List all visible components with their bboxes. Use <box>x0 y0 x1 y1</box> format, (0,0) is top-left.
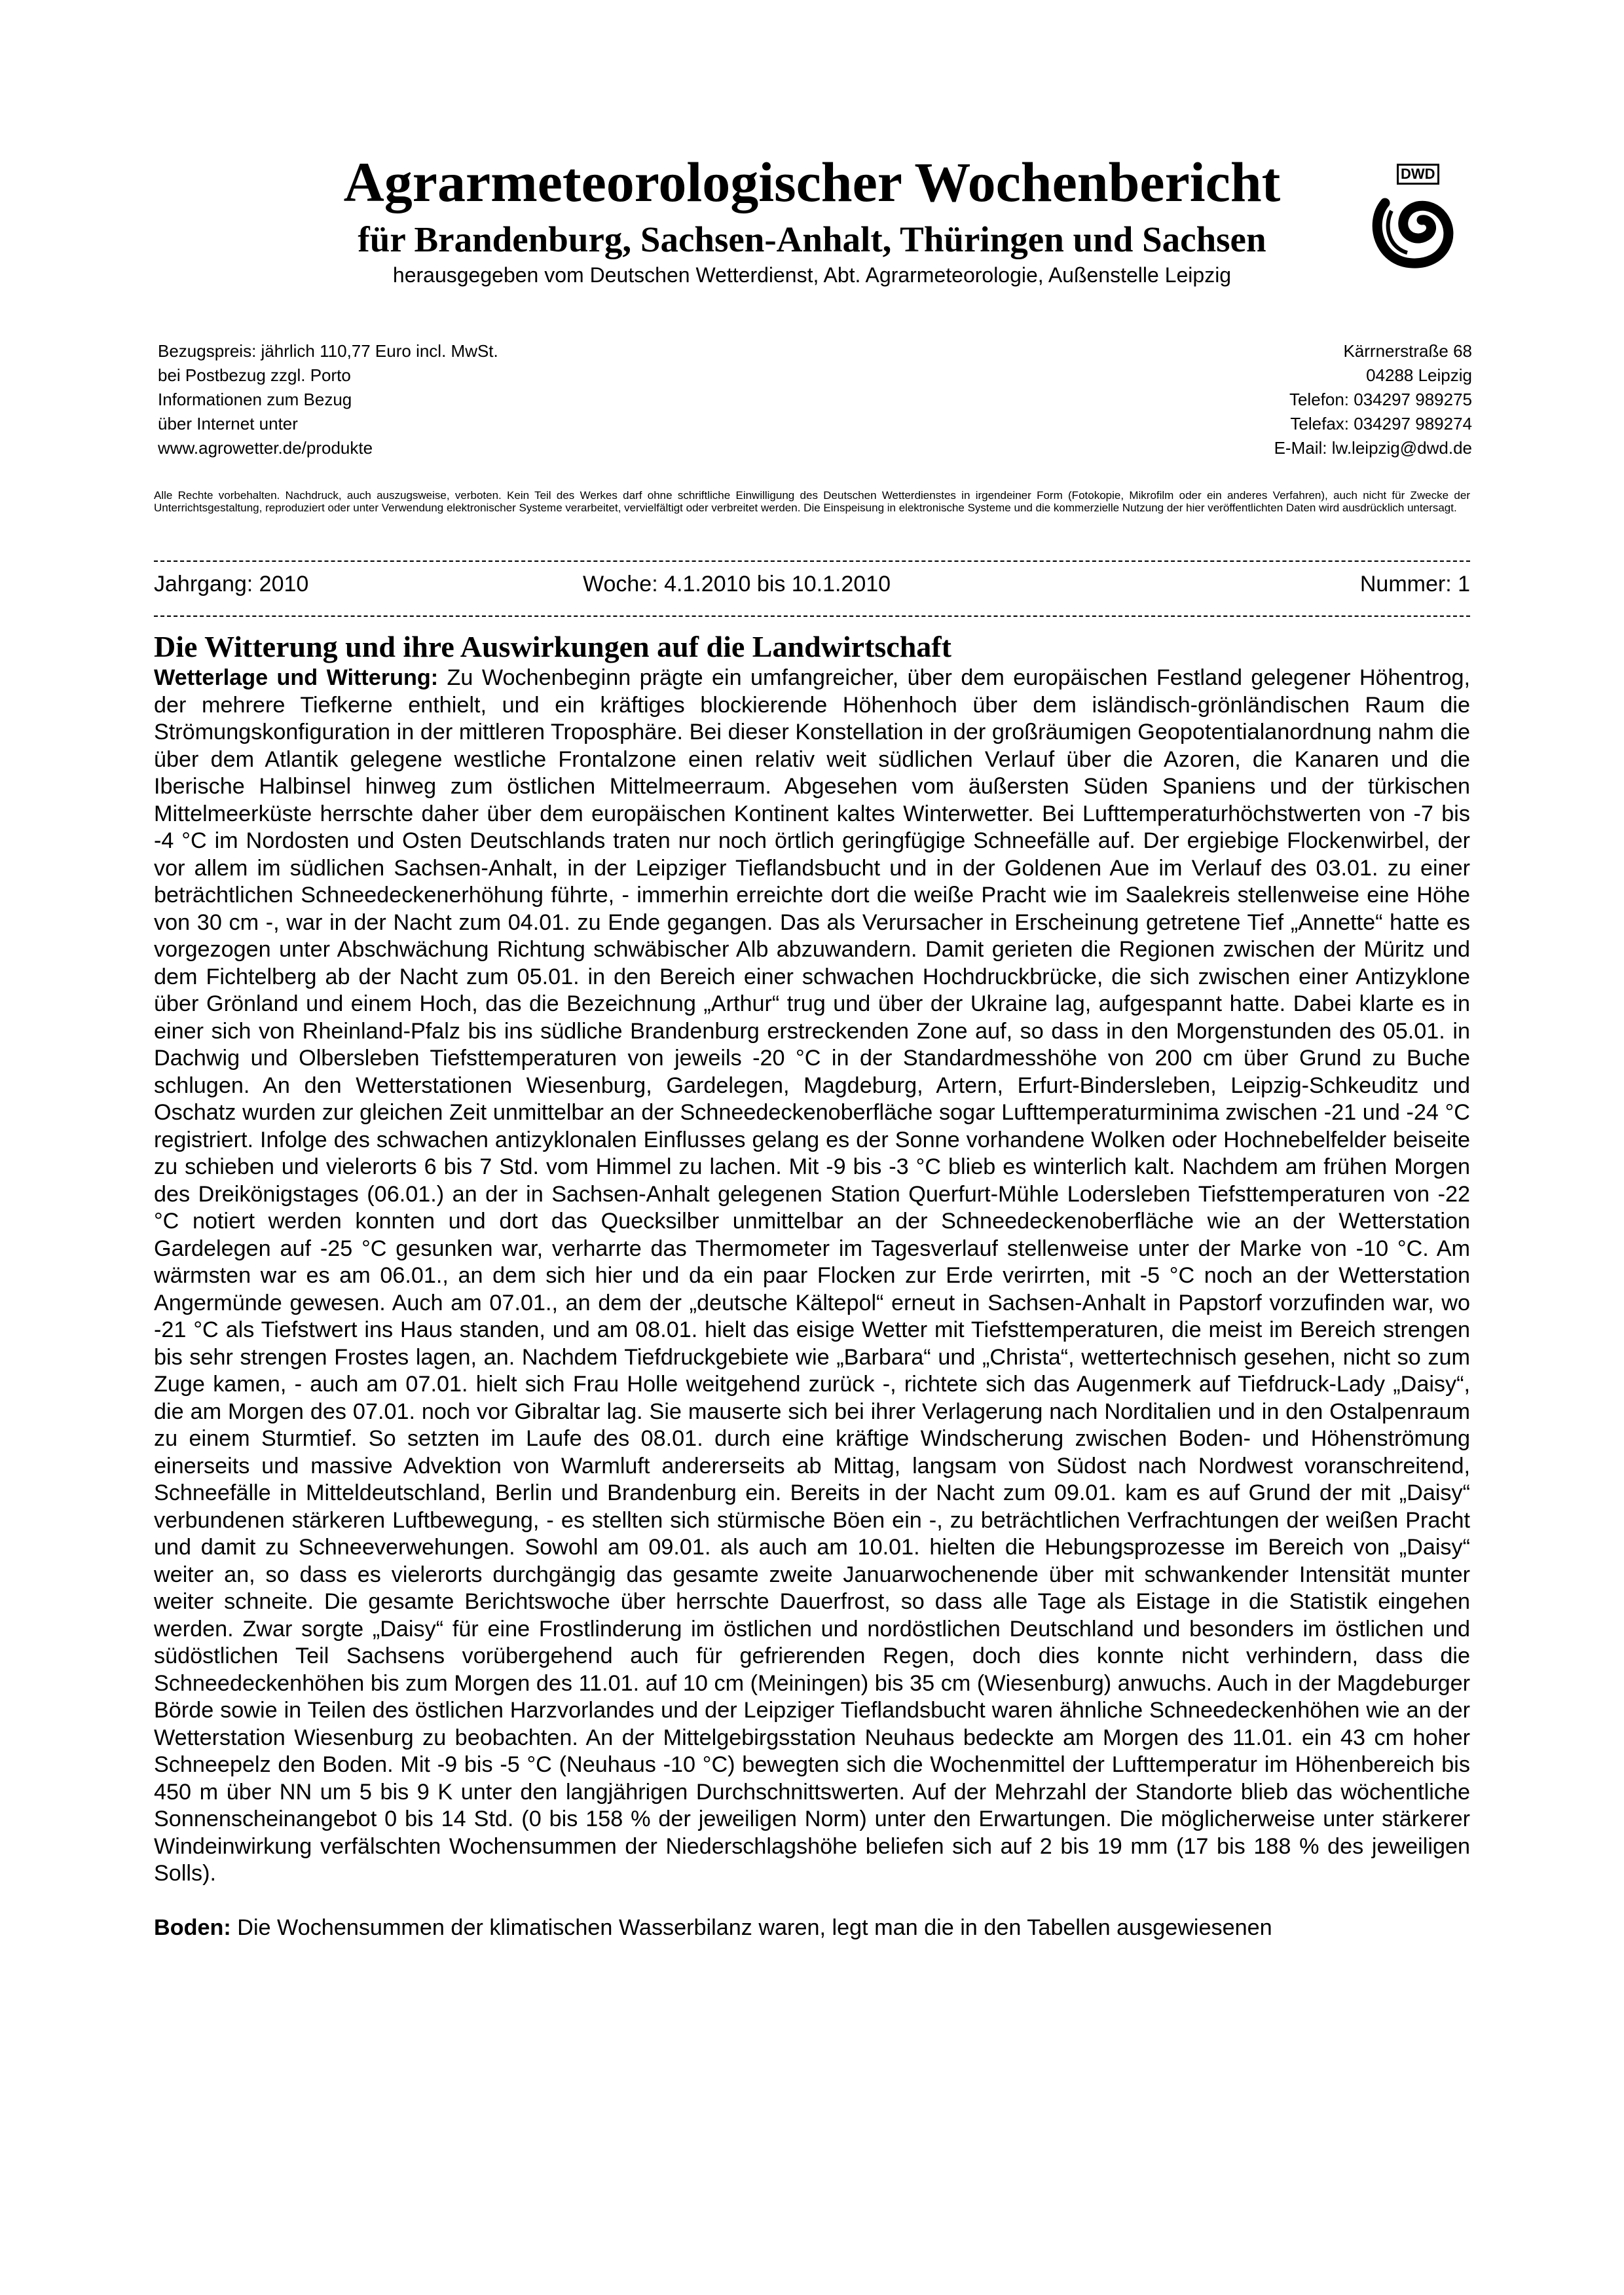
weather-label: Wetterlage und Witterung: <box>154 665 439 690</box>
section-heading: Die Witterung und ihre Auswirkungen auf die Landwirtschaft <box>154 630 951 663</box>
soil-paragraph <box>154 1915 1470 1942</box>
issue-week: Woche: 4.1.2010 bis 10.1.2010 <box>583 572 891 597</box>
contact-street: Kärrnerstraße 68 <box>1343 341 1472 361</box>
dwd-logo <box>1365 164 1460 272</box>
divider-top <box>154 560 1470 562</box>
divider-bottom <box>154 615 1470 617</box>
dwd-logo-text: DWD <box>1397 164 1439 185</box>
rights-notice: Alle Rechte vorbehalten. Nachdruck, auch auszugsweise, verboten. Kein Teil des Werkes darf ohne schriftliche Einwilligung des Deutschen Wetterdienstes in irgendeiner Form (Fotokopie, Mikrofilm oder ein anderes Verfahren), auch nicht für Zwecke der Unterrichtsgestaltung, reproduziert oder unter Verwendung elektronischer Systeme verarbeitet, vervielfältigt oder verbreitet werden. Die Einspeisung in elektronische Systeme und die kommerzielle Nutzung der hier veröffentlichten Daten wird ausdrücklich untersagt. <box>154 489 1470 514</box>
contact-phone: Telefon: 034297 989275 <box>1289 390 1472 409</box>
report-title: Agrarmeteorologischer Wochenbericht <box>343 151 1281 213</box>
subscription-internet: über Internet unter <box>158 414 298 433</box>
contact-email[interactable]: E-Mail: lw.leipzig@dwd.de <box>1274 438 1472 458</box>
publisher-line: herausgegeben vom Deutschen Wetterdienst, Abt. Agrarmeteorologie, Außenstelle Leipzig <box>392 263 1232 287</box>
weather-text: Zu Wochenbeginn prägte ein umfangreicher, über dem europäischen Festland gelegener Höhentrog, der mehrere Tiefkerne enthielt, und ein kräftiges blockierende Höhenhoch über dem isländisch-grönländischen Raum die Strömungskonfiguration in der mittleren Troposphäre. Bei dieser Konstellation in der großräumigen Geopotentialanordnung nahm die über dem Atlantik gelegene westliche Frontalzone einen relativ weit südlichen Verlauf über die Azoren, die Kanaren und die Iberische Halbinsel hinweg zum östlichen Mittelmeerraum. Abgesehen vom äußersten Süden Spaniens und der türkischen Mittelmeerküste herrschte daher über dem europäischen Kontinent kaltes Winterwetter. Bei Lufttemperaturhöchstwerten von -7 bis -4 °C im Nordosten und Osten Deutschlands traten nur noch örtlich geringfügige Schneefälle auf. Der ergiebige Flockenwirbel, der vor allem im südlichen Sachsen-Anhalt, in der Leipziger Tieflandsbucht und in der Goldenen Aue im Verlauf des 03.01. zu einer beträchtlichen Schneedeckenerhöhung führte, - immerhin erreichte dort die weiße Pracht wie im Saalekreis stellenweise eine Höhe von 30 cm -, war in der Nacht zum 04.01. zu Ende gegangen. Das als Verursacher in Erscheinung getretene Tief „Annette“ hatte es vorgezogen unter Abschwächung Richtung schwäbischer Alb abzuwandern. Damit gerieten die Regionen zwischen der Müritz und dem Fichtelberg ab der Nacht zum 05.01. in den Bereich einer schwachen Hochdruckbrücke, die sich zwischen einer Antizyklone über Grönland und einem Hoch, das die Bezeichnung „Arthur“ trug und über der Ukraine lag, aufgespannt hatte. Dabei klarte es in einer sich von Rheinland-Pfalz bis ins südliche Brandenburg erstreckenden Zone auf, so dass in den Morgenstunden des 05.01. in Dachwig und Olbersleben Tiefsttemperaturen von jeweils -20 °C in der Standardmesshöhe von 200 cm über Grund zu Buche schlugen. An den Wetterstationen Wiesenburg, Gardelegen, Magdeburg, Artern, Erfurt-Bindersleben, Leipzig-Schkeuditz und Oschatz wurden zur gleichen Zeit unmittelbar an der Schneedeckenoberfläche sogar Lufttemperaturminima zwischen -21 und -24 °C registriert. Infolge des schwachen antizyklonalen Einflusses gelang es der Sonne vorhandene Wolken oder Hochnebelfelder beiseite zu schieben und vielerorts 6 bis 7 Std. vom Himmel zu lachen. Mit -9 bis -3 °C blieb es winterlich kalt. Nachdem am frühen Morgen des Dreikönigstages (06.01.) an der in Sachsen-Anhalt gelegenen Station Querfurt-Mühle Lodersleben Tiefsttemperaturen von -22 °C notiert werden konnten und dort das Quecksilber unmittelbar an der Schneedeckenoberfläche wie an der Wetterstation Gardelegen auf -25 °C gesunken war, verharrte das Thermometer im Tagesverlauf stellenweise unter der Marke von -10 °C. Am wärmsten war es am 06.01., an dem sich hier und da ein paar Flocken zur Erde verirrten, mit -5 °C noch an der Wetterstation Angermünde gewesen. Auch am 07.01., an dem der „deutsche Kältepol“ erneut in Sachsen-Anhalt in Papstorf vorzufinden war, wo -21 °C als Tiefstwert ins Haus standen, und am 08.01. hielt das eisige Wetter mit Tiefsttemperaturen, die meist im Bereich strengen bis sehr strengen Frostes lagen, an. Nachdem Tiefdruckgebiete wie „Barbara“ und „Christa“, wettertechnisch gesehen, nicht so zum Zuge kamen, - auch am 07.01. hielt sich Frau Holle weitgehend zurück -, richtete sich das Augenmerk auf Tiefdruck-Lady „Daisy“, die am Morgen des 07.01. noch vor Gibraltar lag. Sie mauserte sich bei ihrer Verlagerung nach Norditalien und in den Ostalpenraum zu einem Sturmtief. So setzten im Laufe des 08.01. durch eine kräftige Windscherung zwischen Boden- und Höhenströmung einerseits und massive Advektion von Warmluft andererseits ab Mittag, langsam von Südost nach Nordwest voranschreitend, Schneefälle in Mitteldeutschland, Berlin und Brandenburg ein. Bereits in der Nacht zum 09.01. kam es auf Grund der mit „Daisy“ verbundenen stärkeren Luftbewegung, - es stellten sich stürmische Böen ein -, zu beträchtlichen Verfrachtungen der weißen Pracht und damit zu Schneeverwehungen. Sowohl am 09.01. als auch am 10.01. hielten die Hebungsprozesse im Bereich von „Daisy“ weiter an, so dass es vielerorts durchgängig das gesamte zweite Januarwochenende über mit schwankender Intensität munter weiter schneite. Die gesamte Berichtswoche über herrschte Dauerfrost, so dass alle Tage als Eistage in die Statistik eingehen werden. Zwar sorgte „Daisy“ für eine Frostlinderung im östlichen und nordöstlichen Deutschland und besonders im östlichen und südöstlichen Teil Sachsens vorübergehend auch für gefrierenden Regen, doch dies konnte nicht verhindern, dass die Schneedeckenhöhen bis zum Morgen des 11.01. auf 10 cm (Meiningen) bis 35 cm (Wiesenburg) anwuchs. Auch in der Magdeburger Börde sowie in Teilen des östlichen Harzvorlandes und der Leipziger Tieflandsbucht waren ähnliche Schneedeckenhöhen wie an der Wetterstation Wiesenburg zu beobachten. An der Mittelgebirgsstation Neuhaus bedeckte am Morgen des 11.01. ein 43 cm hoher Schneepelz den Boden. Mit -9 bis -5 °C (Neuhaus -10 °C) bewegten sich die Wochenmittel der Lufttemperatur im Höhenbereich bis 450 m über NN um 5 bis 9 K unter den langjährigen Durchschnittswerten. Auf der Mehrzahl der Standorte blieb das wöchentliche Sonnenscheinangebot 0 bis 14 Std. (0 bis 158 % der jeweiligen Norm) unter den Erwartungen. Die möglicherweise unter stärkerer Windeinwirkung verfälschten Wochensummen der Niederschlagshöhe beliefen sich auf 2 bis 19 mm (17 bis 188 % des jeweiligen Solls). <box>154 665 1470 1886</box>
subscription-info <box>158 339 498 460</box>
subscription-info-label: Informationen zum Bezug <box>158 390 352 409</box>
subscription-postage: bei Postbezug zzgl. Porto <box>158 365 351 385</box>
report-subtitle: für Brandenburg, Sachsen-Anhalt, Thüringen und Sachsen <box>358 219 1266 259</box>
weather-paragraph <box>154 665 1470 1888</box>
soil-text: Die Wochensummen der klimatischen Wasserbilanz waren, legt man die in den Tabellen ausgewiesenen <box>231 1915 1272 1940</box>
report-body <box>154 665 1470 1941</box>
contact-info <box>1274 339 1472 460</box>
subscription-link[interactable]: www.agrowetter.de/produkte <box>158 438 373 458</box>
contact-city: 04288 Leipzig <box>1366 365 1472 385</box>
issue-number: Nummer: 1 <box>1359 572 1470 597</box>
soil-label: Boden: <box>154 1915 231 1940</box>
contact-fax: Telefax: 034297 989274 <box>1290 414 1472 433</box>
subscription-price: Bezugspreis: jährlich 110,77 Euro incl. MwSt. <box>158 341 498 361</box>
issue-year: Jahrgang: 2010 <box>154 572 309 597</box>
dwd-spiral-icon <box>1365 164 1460 272</box>
